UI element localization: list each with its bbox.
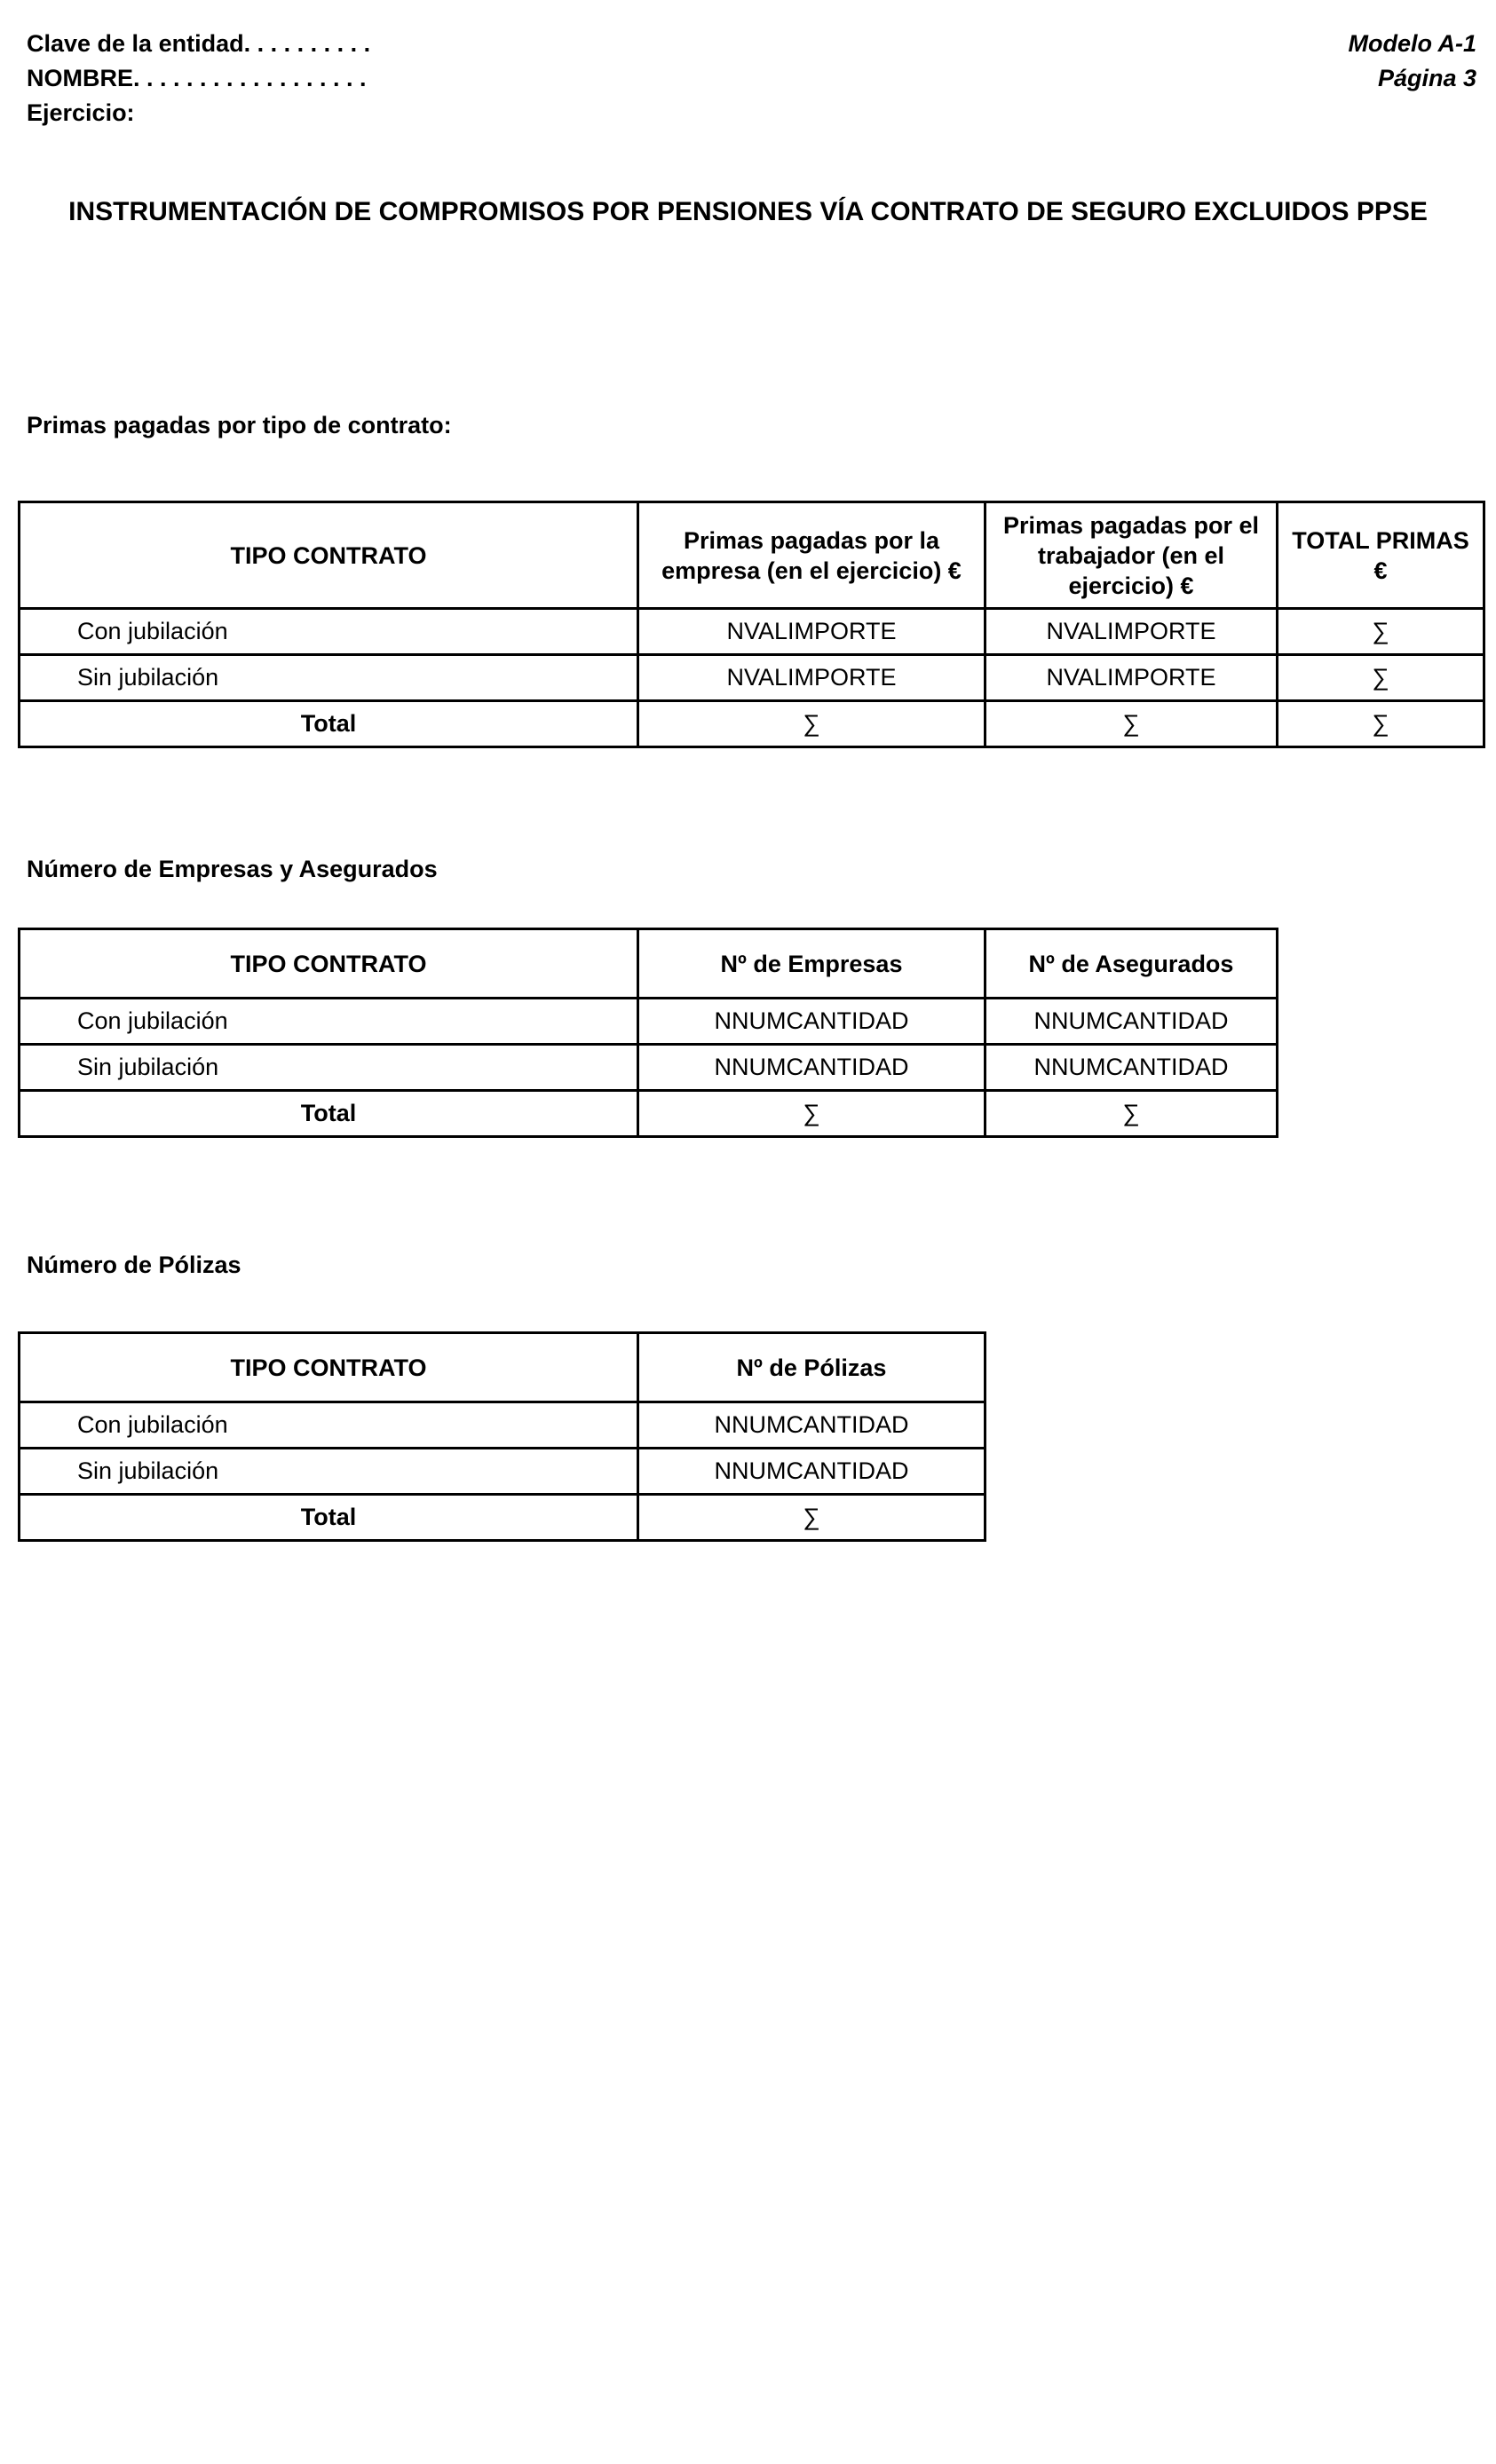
table-cell: ∑ <box>1278 701 1484 747</box>
premiums-section-label: Primas pagadas por tipo de contrato: <box>27 412 452 438</box>
entity-header <box>27 27 370 130</box>
policies-section-label: Número de Pólizas <box>27 1252 241 1278</box>
row-label: Con jubilación <box>20 1402 638 1449</box>
column-header: TIPO CONTRATO <box>20 502 638 609</box>
form-reference <box>1349 27 1477 96</box>
table-cell: NNUMCANTIDAD <box>638 1449 985 1495</box>
companies-insured-table <box>18 928 1278 1138</box>
table-cell: NNUMCANTIDAD <box>985 1045 1278 1091</box>
table-header-row <box>20 929 1278 999</box>
column-header: TOTAL PRIMAS € <box>1278 502 1484 609</box>
table-cell: ∑ <box>638 1495 985 1541</box>
table-header-row <box>20 502 1484 609</box>
column-header: Nº de Empresas <box>638 929 985 999</box>
policies-table <box>18 1331 986 1542</box>
table-cell: NNUMCANTIDAD <box>985 999 1278 1045</box>
column-header: TIPO CONTRATO <box>20 929 638 999</box>
table-cell: NVALIMPORTE <box>638 655 985 701</box>
table-cell: ∑ <box>1278 609 1484 655</box>
row-label: Con jubilación <box>20 999 638 1045</box>
table-cell: NNUMCANTIDAD <box>638 1402 985 1449</box>
row-label: Sin jubilación <box>20 1045 638 1091</box>
table-cell: ∑ <box>985 1091 1278 1137</box>
table-row <box>20 655 1484 701</box>
column-header: Primas pagadas por la empresa (en el ejercicio) € <box>638 502 985 609</box>
table-cell: NNUMCANTIDAD <box>638 999 985 1045</box>
row-label: Total <box>20 1091 638 1137</box>
column-header: TIPO CONTRATO <box>20 1333 638 1402</box>
column-header: Nº de Pólizas <box>638 1333 985 1402</box>
table-header-row <box>20 1333 985 1402</box>
table-cell: ∑ <box>985 701 1278 747</box>
total-row <box>20 1091 1278 1137</box>
table-cell: NVALIMPORTE <box>638 609 985 655</box>
row-label: Sin jubilación <box>20 1449 638 1495</box>
column-header: Primas pagadas por el trabajador (en el ejercicio) € <box>985 502 1278 609</box>
total-row <box>20 1495 985 1541</box>
row-label: Total <box>20 1495 638 1541</box>
row-label: Con jubilación <box>20 609 638 655</box>
table-row <box>20 1449 985 1495</box>
table-cell: NNUMCANTIDAD <box>638 1045 985 1091</box>
table-cell: ∑ <box>1278 655 1484 701</box>
table-cell: ∑ <box>638 1091 985 1137</box>
table-cell: NVALIMPORTE <box>985 609 1278 655</box>
table-row <box>20 1402 985 1449</box>
entity-name-field: NOMBRE. . . . . . . . . . . . . . . . . . <box>27 65 367 91</box>
premiums-table <box>18 501 1485 748</box>
page-number: Página 3 <box>1377 65 1476 91</box>
table-cell: NVALIMPORTE <box>985 655 1278 701</box>
model-code: Modelo A-1 <box>1348 30 1476 57</box>
fiscal-year-field: Ejercicio: <box>27 99 135 126</box>
table-row <box>20 609 1484 655</box>
total-row <box>20 701 1484 747</box>
entity-key-field: Clave de la entidad. . . . . . . . . . <box>27 30 371 57</box>
row-label: Total <box>20 701 638 747</box>
table-cell: ∑ <box>638 701 985 747</box>
column-header: Nº de Asegurados <box>985 929 1278 999</box>
row-label: Sin jubilación <box>20 655 638 701</box>
table-row <box>20 1045 1278 1091</box>
companies-section-label: Número de Empresas y Asegurados <box>27 856 438 882</box>
table-row <box>20 999 1278 1045</box>
document-title: INSTRUMENTACIÓN DE COMPROMISOS POR PENSIONES VÍA CONTRATO DE SEGURO EXCLUIDOS PPSE <box>68 197 1428 226</box>
